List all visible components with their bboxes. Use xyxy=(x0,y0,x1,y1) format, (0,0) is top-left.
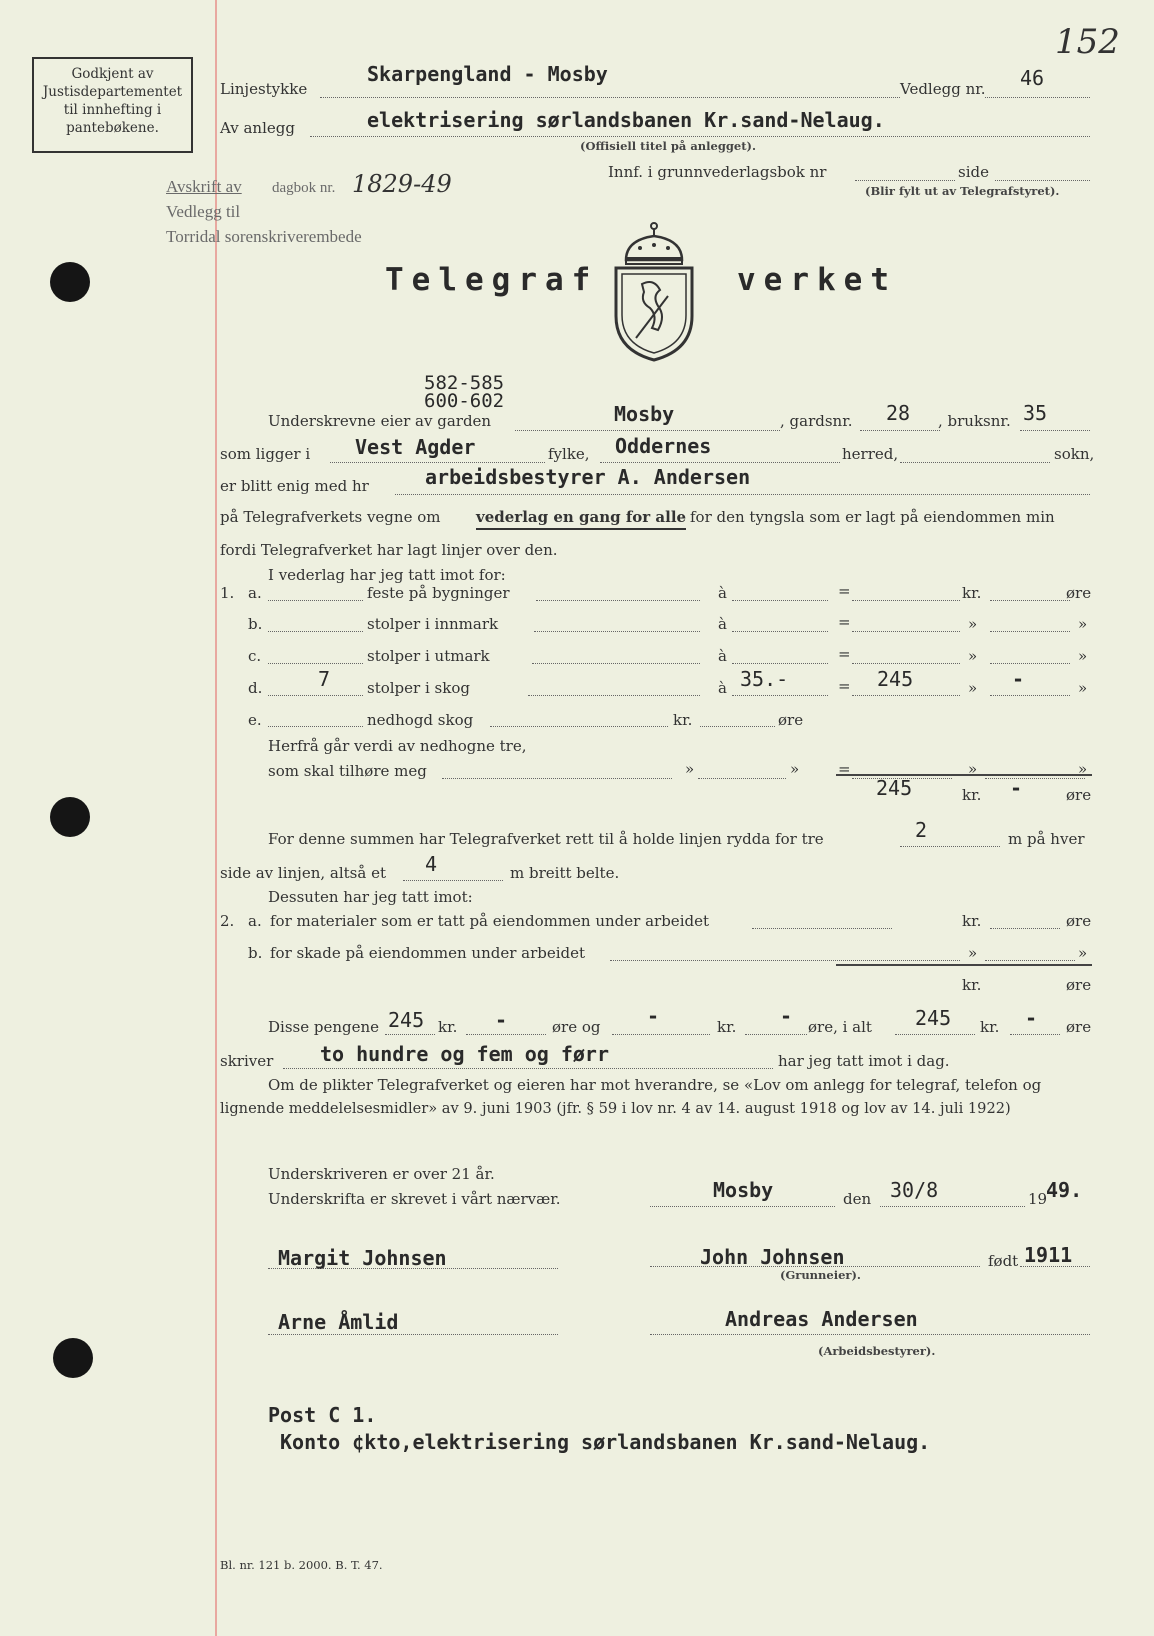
fill-line xyxy=(990,695,1070,696)
total-ore-ialt: øre, i alt xyxy=(808,1018,872,1036)
stamp-line-1a: Avskrift av xyxy=(166,177,242,196)
clearance-line-1: For denne summen har Telegrafverket rett til å holde linjen rydda for tre xyxy=(268,830,824,848)
year-prefix: 19 xyxy=(1028,1190,1048,1208)
item-e-quote: » xyxy=(1078,760,1088,778)
item-ore-label: » xyxy=(1078,647,1088,665)
fill-line xyxy=(698,778,786,779)
item-count: 7 xyxy=(318,667,331,691)
anlegg-note: (Offisiell titel på anlegget). xyxy=(580,139,756,153)
total-v1: 245 xyxy=(388,1008,425,1032)
fill-line xyxy=(990,631,1070,632)
fill-line xyxy=(732,631,828,632)
item-label: stolper i utmark xyxy=(367,647,490,665)
fill-line xyxy=(385,1034,435,1035)
garden-value: Mosby xyxy=(614,402,675,426)
vedlegg-label: Vedlegg nr. xyxy=(900,80,986,98)
other-a-ore: øre xyxy=(1066,912,1092,930)
para-1a: på Telegrafverkets vegne om xyxy=(220,508,441,526)
item-e-note-2: som skal tilhøre meg xyxy=(268,762,427,780)
age-statement: Underskriveren er over 21 år. xyxy=(268,1165,495,1183)
stamp-line-3: Torridal sorenskriverembede xyxy=(166,227,362,246)
item-e-quote: » xyxy=(790,760,800,778)
item-e-quote: » xyxy=(968,760,978,778)
item-unit: » xyxy=(968,679,978,697)
other-num: 2. xyxy=(220,912,235,930)
fill-line xyxy=(610,960,960,961)
item-equals: = xyxy=(838,613,851,631)
fodt-label: født xyxy=(988,1252,1019,1270)
fill-line xyxy=(852,663,960,664)
fill-line xyxy=(650,1334,1090,1335)
fill-line xyxy=(900,846,1000,847)
fill-line xyxy=(852,600,960,601)
fill-line xyxy=(732,663,828,664)
other-b-letter: b. xyxy=(248,944,263,962)
other-sum-ore: øre xyxy=(1066,976,1092,994)
witness-2-signature: Arne Åmlid xyxy=(278,1310,399,1334)
clearance-belt: 4 xyxy=(425,852,438,876)
fill-line xyxy=(700,726,775,727)
item-equals: = xyxy=(838,582,851,600)
para-2: fordi Telegrafverket har lagt linjer over den. xyxy=(220,541,558,559)
den-label: den xyxy=(843,1190,872,1208)
fill-line xyxy=(990,663,1070,664)
fill-line xyxy=(895,1034,975,1035)
fill-line xyxy=(534,631,700,632)
stamp-line-1b: dagbok nr. xyxy=(272,180,336,196)
fill-line xyxy=(490,726,668,727)
other-b-quote: » xyxy=(968,944,978,962)
title-left: Telegraf xyxy=(385,262,599,298)
item-ore: - xyxy=(1012,667,1025,691)
fill-line xyxy=(515,430,780,431)
innf-note: (Blir fylt ut av Telegrafstyret). xyxy=(865,184,1060,198)
owner-signature: John Johnsen xyxy=(700,1245,845,1269)
punch-hole xyxy=(50,797,90,837)
fill-line xyxy=(650,1206,835,1207)
witness-1-signature: Margit Johnsen xyxy=(278,1246,447,1270)
fill-line xyxy=(395,494,1090,495)
witness-statement: Underskrifta er skrevet i vårt nærvær. xyxy=(268,1190,561,1208)
signing-year: 49. xyxy=(1046,1178,1083,1202)
punch-hole xyxy=(53,1338,93,1378)
other-a-label: for materialer som er tatt på eiendommen under arbeidet xyxy=(270,912,709,930)
approval-line: til innhefting i xyxy=(63,102,162,118)
signing-place: Mosby xyxy=(713,1178,774,1202)
law-line-1: Om de plikter Telegrafverket og eieren har mot hverandre, se «Lov om anlegg for telegraf, telefon og xyxy=(268,1076,1042,1094)
approval-line: Godkjent av xyxy=(71,66,154,82)
anlegg-label: Av anlegg xyxy=(220,119,295,137)
bruksnr-value: 35 xyxy=(1023,401,1048,425)
item-sum: 245 xyxy=(877,667,914,691)
other-sum-kr: kr. xyxy=(962,976,982,994)
fill-line xyxy=(310,136,1090,137)
sum-rule xyxy=(836,774,1092,776)
subtotal-kr: kr. xyxy=(962,786,982,804)
item-price: 35.- xyxy=(740,667,789,691)
approval-line: pantebøkene. xyxy=(66,120,159,136)
linjestykke-value: Skarpengland - Mosby xyxy=(367,62,608,86)
fill-line xyxy=(1010,1034,1060,1035)
herred-label: herred, xyxy=(842,445,899,463)
fill-line xyxy=(536,600,700,601)
fill-line xyxy=(268,695,363,696)
fill-line xyxy=(403,880,503,881)
skriver-tail: har jeg tatt imot i dag. xyxy=(778,1052,950,1070)
item-a-label: à xyxy=(718,615,727,633)
eier-label: Underskrevne eier av garden xyxy=(268,412,492,430)
total-ore3: øre xyxy=(1066,1018,1092,1036)
title-right: verket xyxy=(737,262,897,298)
fodt-value: 1911 xyxy=(1024,1243,1073,1267)
item-letter: d. xyxy=(248,679,263,697)
item-ore-label: » xyxy=(1078,615,1088,633)
post-line-2: Konto ¢kto,elektrisering sørlandsbanen Kr.sand-Nelaug. xyxy=(280,1430,931,1454)
item-a-label: à xyxy=(718,584,727,602)
signing-date: 30/8 xyxy=(890,1178,939,1202)
para-1b: vederlag en gang for alle xyxy=(476,508,686,530)
clearance-line-1b: m på hver xyxy=(1008,830,1085,848)
other-a-kr: kr. xyxy=(962,912,982,930)
fill-line xyxy=(268,600,363,601)
clearance-line-2b: m breitt belte. xyxy=(510,864,620,882)
item-a-label: à xyxy=(718,679,727,697)
para-3: I vederlag har jeg tatt imot for: xyxy=(268,566,506,584)
fill-line xyxy=(268,1334,558,1335)
approval-stamp xyxy=(32,57,193,153)
ligger-label: som ligger i xyxy=(220,445,311,463)
fill-line xyxy=(990,928,1060,929)
vedlegg-value: 46 xyxy=(1020,66,1045,90)
item-letter: b. xyxy=(248,615,263,633)
stamp-dagbok-number: 1829-49 xyxy=(352,170,452,198)
linjestykke-label: Linjestykke xyxy=(220,80,308,98)
punch-hole xyxy=(50,262,90,302)
fill-line xyxy=(880,1206,1025,1207)
fill-line xyxy=(600,462,840,463)
fill-line xyxy=(855,180,955,181)
amount-in-words: to hundre og fem og førr xyxy=(320,1042,609,1066)
clearance-width: 2 xyxy=(915,818,928,842)
total-label: Disse pengene xyxy=(268,1018,380,1036)
item-e-ore: øre xyxy=(778,711,804,729)
form-footer: Bl. nr. 121 b. 2000. B. T. 47. xyxy=(220,1558,383,1572)
fill-line xyxy=(442,778,672,779)
fill-line xyxy=(268,1268,558,1269)
fill-line xyxy=(268,726,363,727)
item-unit: » xyxy=(968,615,978,633)
enig-label: er blitt enig med hr xyxy=(220,477,369,495)
fill-line xyxy=(268,663,363,664)
fill-line xyxy=(732,600,828,601)
anlegg-value: elektrisering sørlandsbanen Kr.sand-Nelaug. xyxy=(367,108,885,132)
clearance-line-2: side av linjen, altså et xyxy=(220,864,386,882)
item-label: stolper i innmark xyxy=(367,615,499,633)
coat-of-arms-icon xyxy=(612,220,696,362)
fill-line xyxy=(852,631,960,632)
herred-value: Oddernes xyxy=(615,434,712,458)
gardsnr-range-2: 600-602 xyxy=(424,390,505,412)
other-a-letter: a. xyxy=(248,912,262,930)
manager-signature: Andreas Andersen xyxy=(725,1307,918,1331)
subtotal-ore-value: - xyxy=(1010,776,1023,800)
fill-line xyxy=(985,778,1085,779)
item-e-label: nedhogd skog xyxy=(367,711,474,729)
fill-line xyxy=(612,1034,710,1035)
owner-role: (Grunneier). xyxy=(780,1268,861,1282)
post-line-1: Post C 1. xyxy=(268,1403,377,1427)
fill-line xyxy=(990,600,1070,601)
fill-line xyxy=(532,663,700,664)
item-number: 1. xyxy=(220,584,235,602)
total-v2: - xyxy=(647,1004,660,1028)
other-intro: Dessuten har jeg tatt imot: xyxy=(268,888,473,906)
sum-rule xyxy=(836,964,1092,966)
fill-line xyxy=(995,180,1090,181)
item-e-note-1: Herfrå går verdi av nedhogne tre, xyxy=(268,737,527,755)
item-e-letter: e. xyxy=(248,711,262,729)
stamp-line-2: Vedlegg til xyxy=(166,202,241,221)
fill-line xyxy=(860,430,940,431)
fill-line xyxy=(528,695,700,696)
item-label: feste på bygninger xyxy=(367,584,510,602)
fill-line xyxy=(650,1266,980,1267)
gardsnr-value: 28 xyxy=(886,401,911,425)
item-e-kr: kr. xyxy=(673,711,693,729)
fill-line xyxy=(268,631,363,632)
subtotal-value: 245 xyxy=(876,776,913,800)
fill-line xyxy=(330,462,545,463)
fylke-label: fylke, xyxy=(548,445,590,463)
page-number: 152 xyxy=(1055,22,1120,62)
fill-line xyxy=(852,695,960,696)
fill-line xyxy=(732,695,828,696)
hr-value: arbeidsbestyrer A. Andersen xyxy=(425,465,751,489)
fylke-value: Vest Agder xyxy=(355,435,476,459)
total-o1: - xyxy=(495,1008,508,1032)
subtotal-ore: øre xyxy=(1066,786,1092,804)
fill-line xyxy=(985,97,1090,98)
other-b-label: for skade på eiendommen under arbeidet xyxy=(270,944,586,962)
sokn-label: sokn, xyxy=(1054,445,1095,463)
item-a-label: à xyxy=(718,647,727,665)
innf-label: Innf. i grunnvederlagsbok nr xyxy=(608,163,827,181)
fill-line xyxy=(466,1034,546,1035)
fill-line xyxy=(745,1034,807,1035)
total-kr2: kr. xyxy=(717,1018,737,1036)
gardsnr-label: , gardsnr. xyxy=(780,412,853,430)
total-kr1: kr. xyxy=(438,1018,458,1036)
other-b-quote: » xyxy=(1078,944,1088,962)
total-ore-og: øre og xyxy=(552,1018,601,1036)
fill-line xyxy=(283,1068,773,1069)
fill-line xyxy=(752,928,892,929)
item-equals: = xyxy=(838,677,851,695)
item-unit: kr. xyxy=(962,584,982,602)
total-kr3: kr. xyxy=(980,1018,1000,1036)
gardsnr-range-1: 582-585 xyxy=(424,372,505,394)
fill-line xyxy=(900,462,1050,463)
item-ore-label: øre xyxy=(1066,584,1092,602)
item-label: stolper i skog xyxy=(367,679,470,697)
skriver-label: skriver xyxy=(220,1052,274,1070)
manager-role: (Arbeidsbestyrer). xyxy=(818,1344,936,1358)
item-e-quote: » xyxy=(685,760,695,778)
law-line-2: lignende meddelelsesmidler» av 9. juni 1903 (jfr. § 59 i lov nr. 4 av 14. august 1918 og lov av 14. juli 1922) xyxy=(220,1100,1011,1117)
total-o3: - xyxy=(1025,1006,1038,1030)
approval-line: Justisdepartementet xyxy=(42,84,183,100)
side-label: side xyxy=(958,163,989,181)
item-ore-label: » xyxy=(1078,679,1088,697)
total-v3: 245 xyxy=(915,1006,952,1030)
fill-line xyxy=(985,960,1075,961)
fill-line xyxy=(320,97,900,98)
fill-line xyxy=(1020,430,1090,431)
item-letter: a. xyxy=(248,584,262,602)
bruksnr-label: , bruksnr. xyxy=(938,412,1011,430)
item-unit: » xyxy=(968,647,978,665)
total-o2: - xyxy=(780,1004,793,1028)
item-equals: = xyxy=(838,645,851,663)
item-e-equals: = xyxy=(838,760,851,778)
para-1c: for den tyngsla som er lagt på eiendommen min xyxy=(690,508,1055,526)
item-letter: c. xyxy=(248,647,262,665)
